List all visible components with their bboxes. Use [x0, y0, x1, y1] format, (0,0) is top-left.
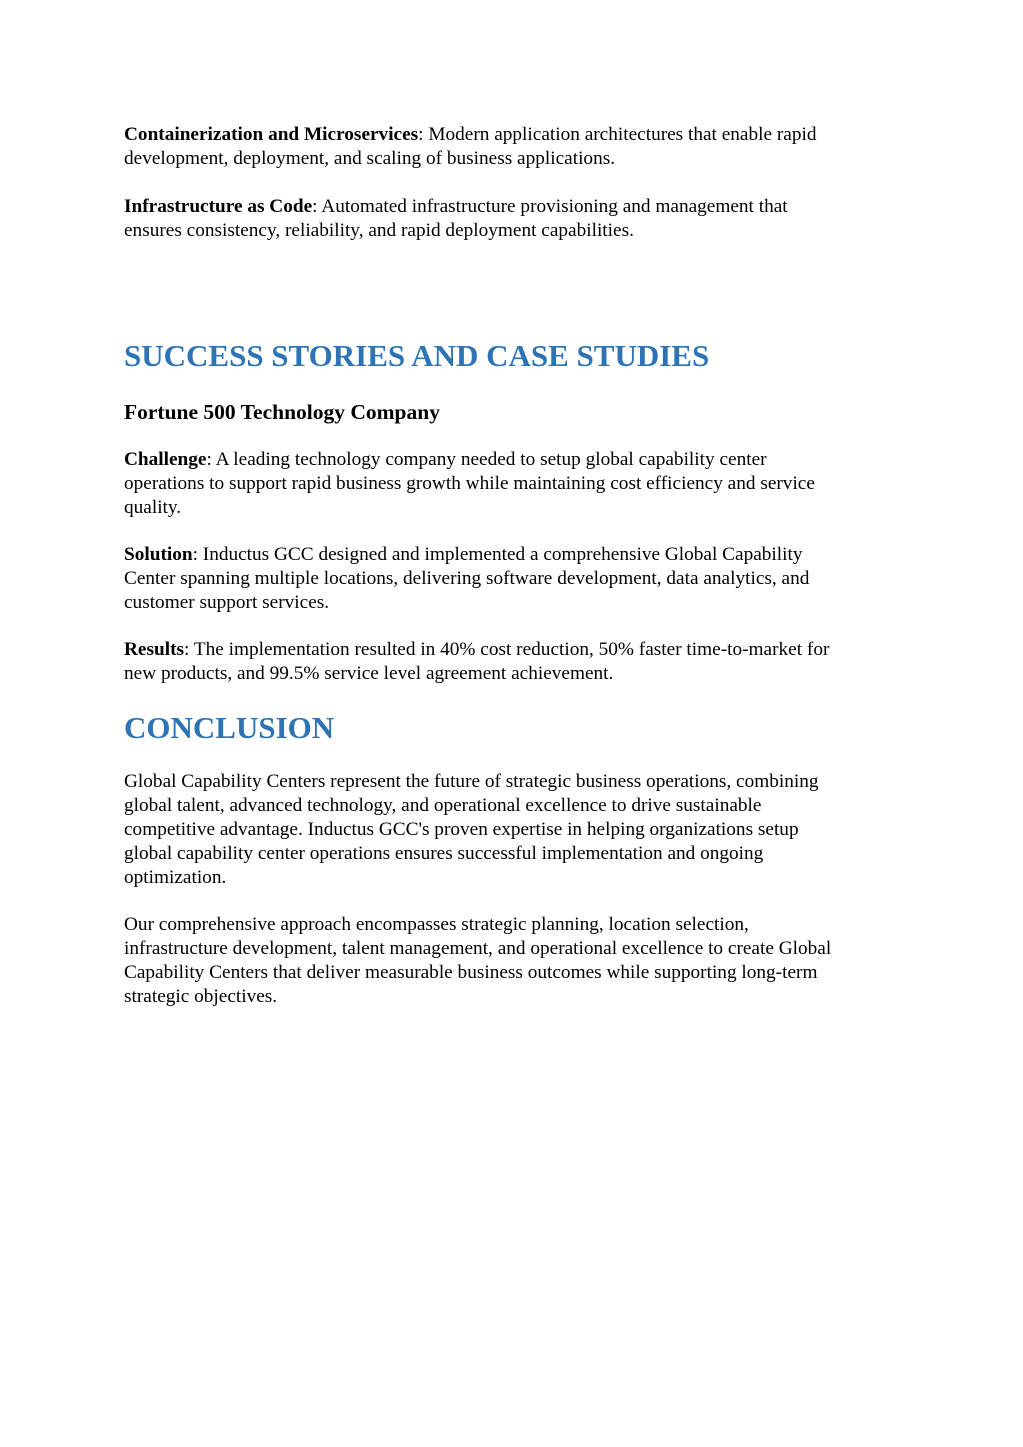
case-study-title: Fortune 500 Technology Company [124, 400, 440, 424]
tech-item-containerization [124, 123, 904, 171]
text-line: optimization. [124, 867, 227, 888]
success-heading: SUCCESS STORIES AND CASE STUDIES [124, 338, 710, 373]
item-label: Results [124, 639, 184, 660]
text-line: strategic objectives. [124, 986, 278, 1007]
text-line: global talent, advanced technology, and operational excellence to drive sustainable [124, 795, 762, 816]
text-line: infrastructure development, talent management, and operational excellence to create Global [124, 938, 832, 959]
item-label: Solution [124, 544, 193, 565]
text-line: quality. [124, 497, 182, 518]
text-line: : The implementation resulted in 40% cost reduction, 50% faster time-to-market for [184, 639, 830, 660]
text-line: Center spanning multiple locations, delivering software development, data analytics, and [124, 568, 810, 589]
text-line: development, deployment, and scaling of business applications. [124, 148, 616, 169]
text-line: customer support services. [124, 592, 330, 613]
conclusion-paragraph-1 [124, 770, 904, 890]
conclusion-heading: CONCLUSION [124, 710, 335, 745]
item-label: Challenge [124, 449, 207, 470]
text-line: Global Capability Centers represent the future of strategic business operations, combining [124, 771, 819, 792]
text-line: : Modern application architectures that enable rapid [418, 124, 817, 145]
text-line: operations to support rapid business growth while maintaining cost efficiency and service [124, 473, 815, 494]
text-line: : A leading technology company needed to setup global capability center [206, 449, 767, 470]
text-line: ensures consistency, reliability, and rapid deployment capabilities. [124, 220, 634, 241]
text-line: : Automated infrastructure provisioning and management that [312, 196, 788, 217]
text-line: competitive advantage. Inductus GCC's proven expertise in helping organizations setup [124, 819, 799, 840]
text-line: Capability Centers that deliver measurable business outcomes while supporting long-term [124, 962, 818, 983]
text-line: global capability center operations ensures successful implementation and ongoing [124, 843, 764, 864]
item-label: Infrastructure as Code [124, 196, 313, 217]
text-line: new products, and 99.5% service level agreement achievement. [124, 663, 614, 684]
tech-item-iac [124, 195, 904, 243]
results-paragraph [124, 638, 904, 686]
text-line: : Inductus GCC designed and implemented a comprehensive Global Capability [192, 544, 803, 565]
challenge-paragraph [124, 448, 904, 520]
item-label: Containerization and Microservices [124, 124, 419, 145]
text-line: Our comprehensive approach encompasses strategic planning, location selection, [124, 914, 749, 935]
solution-paragraph [124, 543, 904, 615]
conclusion-paragraph-2 [124, 913, 904, 1009]
